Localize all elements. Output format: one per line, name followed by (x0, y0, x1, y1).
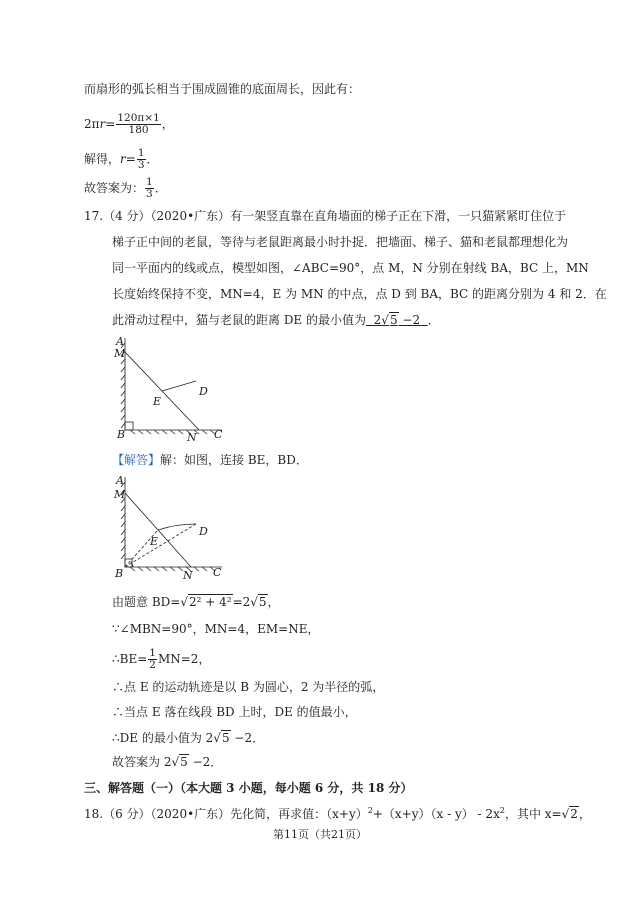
step-2: ∵∠MBN=90°，MN=4，EM=NE， (112, 622, 320, 636)
step-7-tail: −2． (188, 755, 223, 769)
q17-line-2: 梯子正中间的老鼠，等待与老鼠距离最小时扑捉．把墙面、梯子、猫和老鼠都理想化为 (112, 235, 569, 249)
radicand: 5 (180, 755, 188, 769)
denominator: 3 (146, 188, 153, 200)
eq-tail: ， (161, 117, 174, 131)
answer-blank: 2√5 −2 (373, 313, 421, 327)
answer-line (84, 176, 167, 200)
step-6: ∴DE 的最小值为 2√5 −2． (112, 731, 265, 745)
solve-prefix: 解得， (84, 152, 121, 166)
radicand: 2 (570, 807, 578, 821)
solve-eq: = (125, 152, 136, 166)
radicand: 5 (221, 731, 230, 745)
fraction (137, 148, 146, 171)
numerator: 1 (137, 147, 145, 159)
q18-line: 18.（6 分）（2020•广东）先化简，再求值：$(x+y)^2+(x+y)(x - y) - 2x^2$，其中 x=√2， (84, 806, 591, 821)
label-n: N (183, 569, 193, 582)
denominator: 2 (149, 659, 156, 671)
label-d: D (199, 385, 208, 398)
step-6-tail: −2． (230, 731, 265, 745)
answer-prefix: 故答案为： (84, 181, 145, 195)
answer-tail: ． (154, 181, 167, 195)
label-b: B (117, 428, 126, 441)
step-5: ∴当点 E 落在线段 BD 上时，DE 的值最小， (112, 705, 357, 719)
answer-coef: 2 (373, 313, 382, 327)
q18-tail: ， (578, 807, 591, 821)
figure-2 (110, 472, 230, 584)
q18-mid: +（x+y）（x - y） - 2x (372, 807, 500, 821)
solution-line-1 (112, 453, 308, 467)
solve-var: r (120, 152, 126, 166)
equation-line (84, 112, 174, 136)
text-line: 而扇形的弧长相当于围成圆锥的底面周长，因此有： (84, 82, 361, 96)
step-1-tail: ， (267, 595, 280, 609)
ground-hatching (130, 567, 215, 571)
q17-line-4: 长度始终保持不变，MN=4，E 为 MN 的中点，点 D 到 BA，BC 的距离分别为 4 和 2．在 (112, 287, 607, 301)
eq-lhs: 2π (84, 117, 100, 131)
segment-ed (162, 381, 196, 391)
eq-sign: = (105, 117, 116, 131)
page-footer: 第11页（共21页） (273, 828, 367, 841)
answer-radicand: 5 (389, 313, 398, 327)
label-m: M (114, 347, 126, 360)
q17-line-5-text: 此滑动过程中，猫与老鼠的距离 DE 的最小值为 (112, 313, 367, 327)
label-n: N (187, 431, 197, 443)
exponent: 2 (499, 806, 505, 815)
figure-1 (110, 333, 230, 443)
solution-text: 解：如图，连接 BE，BD． (160, 453, 308, 467)
step-4: ∴点 E 的运动轨迹是以 B 为圆心，2 为半径的弧， (112, 680, 385, 694)
label-a: A (116, 474, 124, 487)
fraction (116, 113, 160, 136)
step-7-text: 故答案为 2 (112, 755, 172, 769)
q17-line-5-tail: ． (427, 313, 440, 327)
label-a: A (116, 335, 124, 348)
step-6-text: ∴DE 的最小值为 2 (112, 731, 214, 745)
step-7: 故答案为 2√5 −2． (112, 755, 223, 769)
fraction (145, 177, 154, 200)
eq-var: r (99, 117, 106, 131)
denominator: 180 (128, 124, 149, 136)
step-1-text: 由题意 BD= (112, 595, 181, 609)
numerator: 1 (146, 176, 153, 188)
right-angle-mark (125, 422, 133, 430)
answer-rest: −2 (398, 313, 421, 327)
step-1-mid: =2 (232, 595, 251, 609)
step-3-tail: MN=2， (157, 652, 211, 666)
ground-hatching (130, 430, 215, 434)
denominator: 3 (137, 159, 145, 171)
label-c: C (214, 428, 223, 441)
q17-line-3: 同一平面内的线或点，模型如图，∠ABC=90°，点 M，N 分别在射线 BA，BC 上，MN (112, 261, 589, 275)
step-3 (112, 647, 210, 671)
solve-line (84, 147, 159, 171)
step-1: 由题意 BD=√2² + 4²=2√5， (112, 595, 280, 609)
label-e: E (150, 535, 159, 548)
exponent: 2 (367, 806, 373, 815)
numerator: 120π×1 (117, 112, 160, 124)
q18-text: 18.（6 分）（2020•广东）先化简，再求值：（x+y） (84, 807, 368, 821)
fraction (148, 648, 157, 671)
label-d: D (199, 525, 208, 538)
radicand: 5 (258, 595, 267, 609)
section-heading: 三、解答题（一）（本大题 3 小题，每小题 6 分，共 18 分） (84, 781, 413, 795)
label-c: C (213, 566, 222, 579)
step-3-text: ∴BE= (112, 652, 148, 666)
label-b: B (115, 567, 124, 580)
label-e: E (153, 395, 162, 408)
radicand: 2² + 4² (188, 595, 232, 609)
solve-tail: ． (146, 152, 159, 166)
q18-mid2: ，其中 x= (504, 807, 562, 821)
label-m: M (114, 488, 126, 501)
q17-line-1: 17.（4 分）（2020•广东）有一架竖直靠在直角墙面的梯子正在下滑，一只猫紧紧盯住位于 (84, 209, 567, 223)
solution-tag: 【解答】 (112, 453, 161, 467)
numerator: 1 (149, 647, 156, 659)
q17-line-5 (112, 313, 440, 327)
